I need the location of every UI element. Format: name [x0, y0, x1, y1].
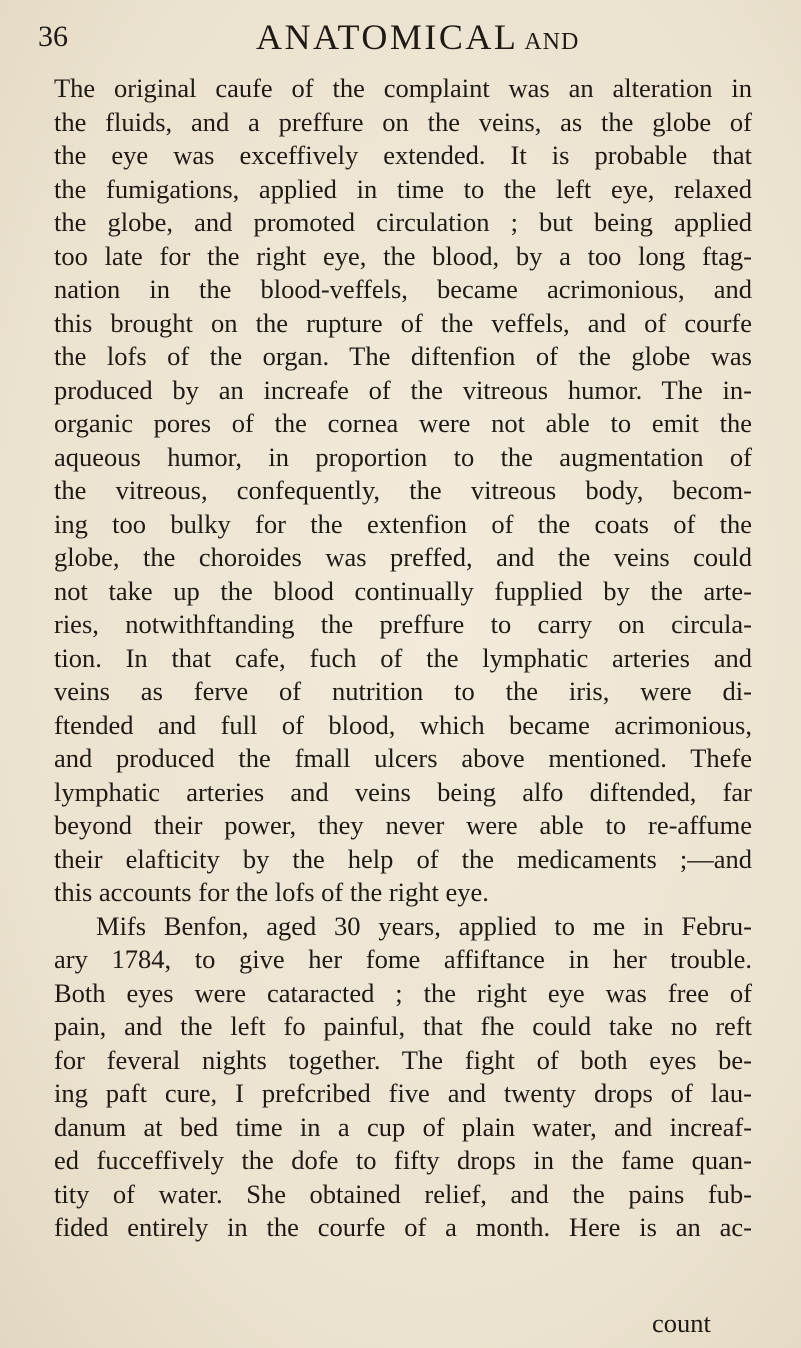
catchword: count [652, 1308, 711, 1338]
text-line: the fluids, and a preffure on the veins, as the globe of [54, 106, 752, 137]
text-line: the lofs of the organ. The diftenfion of the globe was [54, 341, 752, 371]
text-line: for feveral nights together. The fight of both eyes be- [54, 1044, 752, 1075]
text-line: nation in the blood-veffels, became acrimonious, and [54, 274, 752, 304]
text-line: ftended and full of blood, which became acrimonious, [54, 709, 752, 740]
text-line: and produced the fmall ulcers above mentioned. Thefe [54, 743, 752, 773]
text-line: aqueous humor, in proportion to the augmentation of [54, 441, 752, 472]
text-line: the globe, and promoted circulation ; but being applied [54, 207, 752, 237]
text-line: danum at bed time in a cup of plain water, and increaf- [54, 1111, 752, 1142]
text-line: veins as ferve of nutrition to the iris, were di- [54, 676, 752, 706]
text-line: pain, and the left fo painful, that fhe could take no reft [54, 1011, 752, 1041]
text-line: ing too bulky for the extenfion of the coats of the [54, 508, 752, 539]
text-line: ary 1784, to give her fome affiftance in her trouble. [54, 944, 752, 974]
text-line: fided entirely in the courfe of a month. Here is an ac- [54, 1212, 752, 1242]
text-line: too late for the right eye, the blood, by a too long ftag- [54, 240, 752, 271]
text-line: the vitreous, confequently, the vitreous body, becom- [54, 475, 752, 505]
text-line: Both eyes were cataracted ; the right eye was free of [54, 977, 752, 1008]
text-line: beyond their power, they never were able to re-affume [54, 810, 752, 840]
text-line: The original caufe of the complaint was an alteration in [54, 73, 752, 103]
text-line: the eye was exceffively extended. It is probable that [54, 140, 752, 170]
page-header [38, 8, 778, 64]
text-line: ries, notwithftanding the preffure to carry on circula- [54, 609, 752, 639]
running-head-and: AND [524, 29, 580, 55]
text-line: this accounts for the lofs of the right eye. [54, 877, 489, 907]
text-line: tion. In that cafe, fuch of the lymphatic arteries and [54, 642, 752, 673]
text-line: the fumigations, applied in time to the left eye, relaxed [54, 173, 752, 204]
text-line: their elafticity by the help of the medicaments ;—and [54, 843, 752, 874]
text-line: organic pores of the cornea were not able to emit the [54, 408, 752, 438]
text-line: ed fucceffively the dofe to fifty drops in the fame quan- [54, 1145, 752, 1175]
page-number: 36 [38, 20, 68, 53]
running-head [256, 16, 579, 58]
text-line: tity of water. She obtained relief, and the pains fub- [54, 1178, 752, 1209]
text-line: produced by an increafe of the vitreous humor. The in- [54, 374, 752, 405]
text-line: lymphatic arteries and veins being alfo diftended, far [54, 776, 752, 807]
text-line: this brought on the rupture of the veffels, and of courfe [54, 307, 752, 338]
text-line: ing paft cure, I prefcribed five and twenty drops of lau- [54, 1078, 752, 1108]
text-line: globe, the choroides was preffed, and the veins could [54, 542, 752, 572]
text-line: Mifs Benfon, aged 30 years, applied to me in Febru- [96, 910, 752, 941]
text-line: not take up the blood continually fupplied by the arte- [54, 575, 752, 606]
running-head-title: ANATOMICAL [256, 17, 519, 57]
